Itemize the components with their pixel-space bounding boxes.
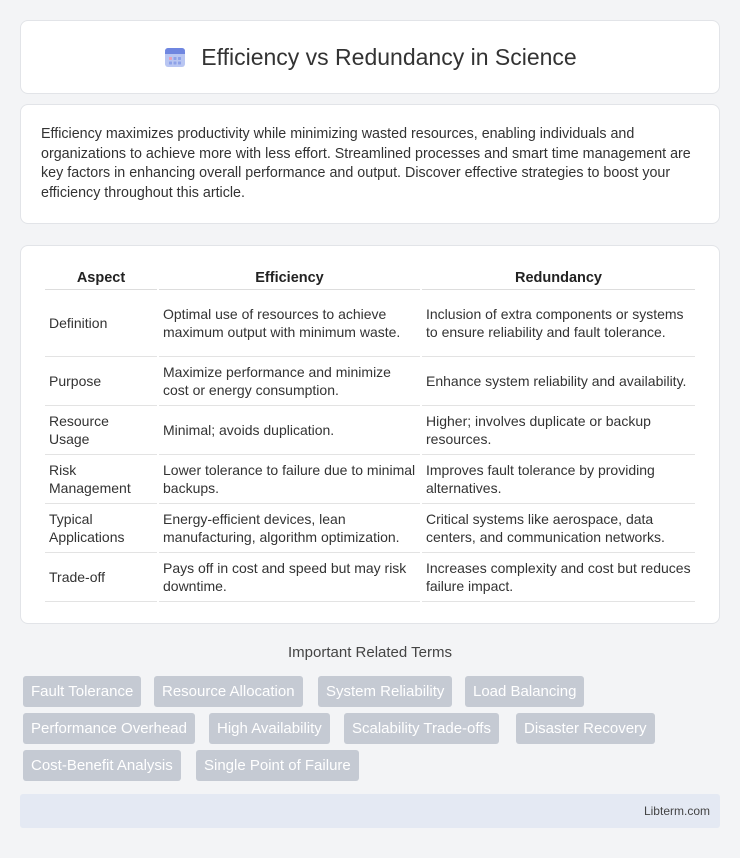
comparison-table (43, 266, 697, 602)
tag-high-availability[interactable]: High Availability (209, 713, 330, 744)
header-redundancy: Redundancy (422, 266, 695, 290)
tag-system-reliability[interactable]: System Reliability (318, 676, 452, 707)
aspect-cell: Risk Management (45, 455, 157, 504)
redundancy-cell: Inclusion of extra components or systems to ensure reliability and fault tolerance. (422, 290, 695, 357)
tag-fault-tolerance[interactable]: Fault Tolerance (23, 676, 141, 707)
tag-disaster-recovery[interactable]: Disaster Recovery (516, 713, 655, 744)
table-row (45, 406, 695, 455)
comparison-card (20, 245, 720, 624)
aspect-cell: Purpose (45, 357, 157, 406)
intro-card (20, 104, 720, 224)
table-row (45, 357, 695, 406)
efficiency-cell: Pays off in cost and speed but may risk downtime. (159, 553, 420, 602)
efficiency-cell: Lower tolerance to failure due to minimal backups. (159, 455, 420, 504)
redundancy-cell: Enhance system reliability and availability. (422, 357, 695, 406)
table-row (45, 290, 695, 357)
aspect-cell: Resource Usage (45, 406, 157, 455)
header-card (20, 20, 720, 94)
efficiency-cell: Optimal use of resources to achieve maximum output with minimum waste. (159, 290, 420, 357)
aspect-cell: Definition (45, 290, 157, 357)
efficiency-cell: Minimal; avoids duplication. (159, 406, 420, 455)
tag-single-point-of-failure[interactable]: Single Point of Failure (196, 750, 359, 781)
aspect-cell: Trade-off (45, 553, 157, 602)
table-row (45, 455, 695, 504)
redundancy-cell: Critical systems like aerospace, data centers, and communication networks. (422, 504, 695, 553)
related-terms-title: Important Related Terms (288, 644, 452, 661)
header-aspect: Aspect (45, 266, 157, 290)
table-header-row (45, 266, 695, 290)
table-row (45, 504, 695, 553)
tag-load-balancing[interactable]: Load Balancing (465, 676, 584, 707)
footer-brand[interactable]: Libterm.com (643, 804, 710, 818)
aspect-cell: Typical Applications (45, 504, 157, 553)
table-row (45, 553, 695, 602)
header-efficiency: Efficiency (159, 266, 420, 290)
efficiency-cell: Energy-efficient devices, lean manufacturing, algorithm optimization. (159, 504, 420, 553)
redundancy-cell: Increases complexity and cost but reduces failure impact. (422, 553, 695, 602)
tag-cost-benefit-analysis[interactable]: Cost-Benefit Analysis (23, 750, 181, 781)
redundancy-cell: Higher; involves duplicate or backup resources. (422, 406, 695, 455)
page-title: Efficiency vs Redundancy in Science (201, 43, 577, 70)
tag-performance-overhead[interactable]: Performance Overhead (23, 713, 195, 744)
tag-resource-allocation[interactable]: Resource Allocation (154, 676, 303, 707)
efficiency-cell: Maximize performance and minimize cost or energy consumption. (159, 357, 420, 406)
redundancy-cell: Improves fault tolerance by providing alternatives. (422, 455, 695, 504)
intro-text: Efficiency maximizes productivity while minimizing wasted resources, enabling individuals and organizations to achieve more with less effort. Streamlined processes and smart time management are key factors in enhancing overall performance and output. Discover effective strategies to boost your efficiency throughout this article. (41, 126, 691, 201)
header-title-wrap (163, 44, 576, 71)
footer (20, 794, 720, 828)
calendar-icon (163, 45, 187, 69)
tag-scalability-trade-offs[interactable]: Scalability Trade-offs (344, 713, 499, 744)
